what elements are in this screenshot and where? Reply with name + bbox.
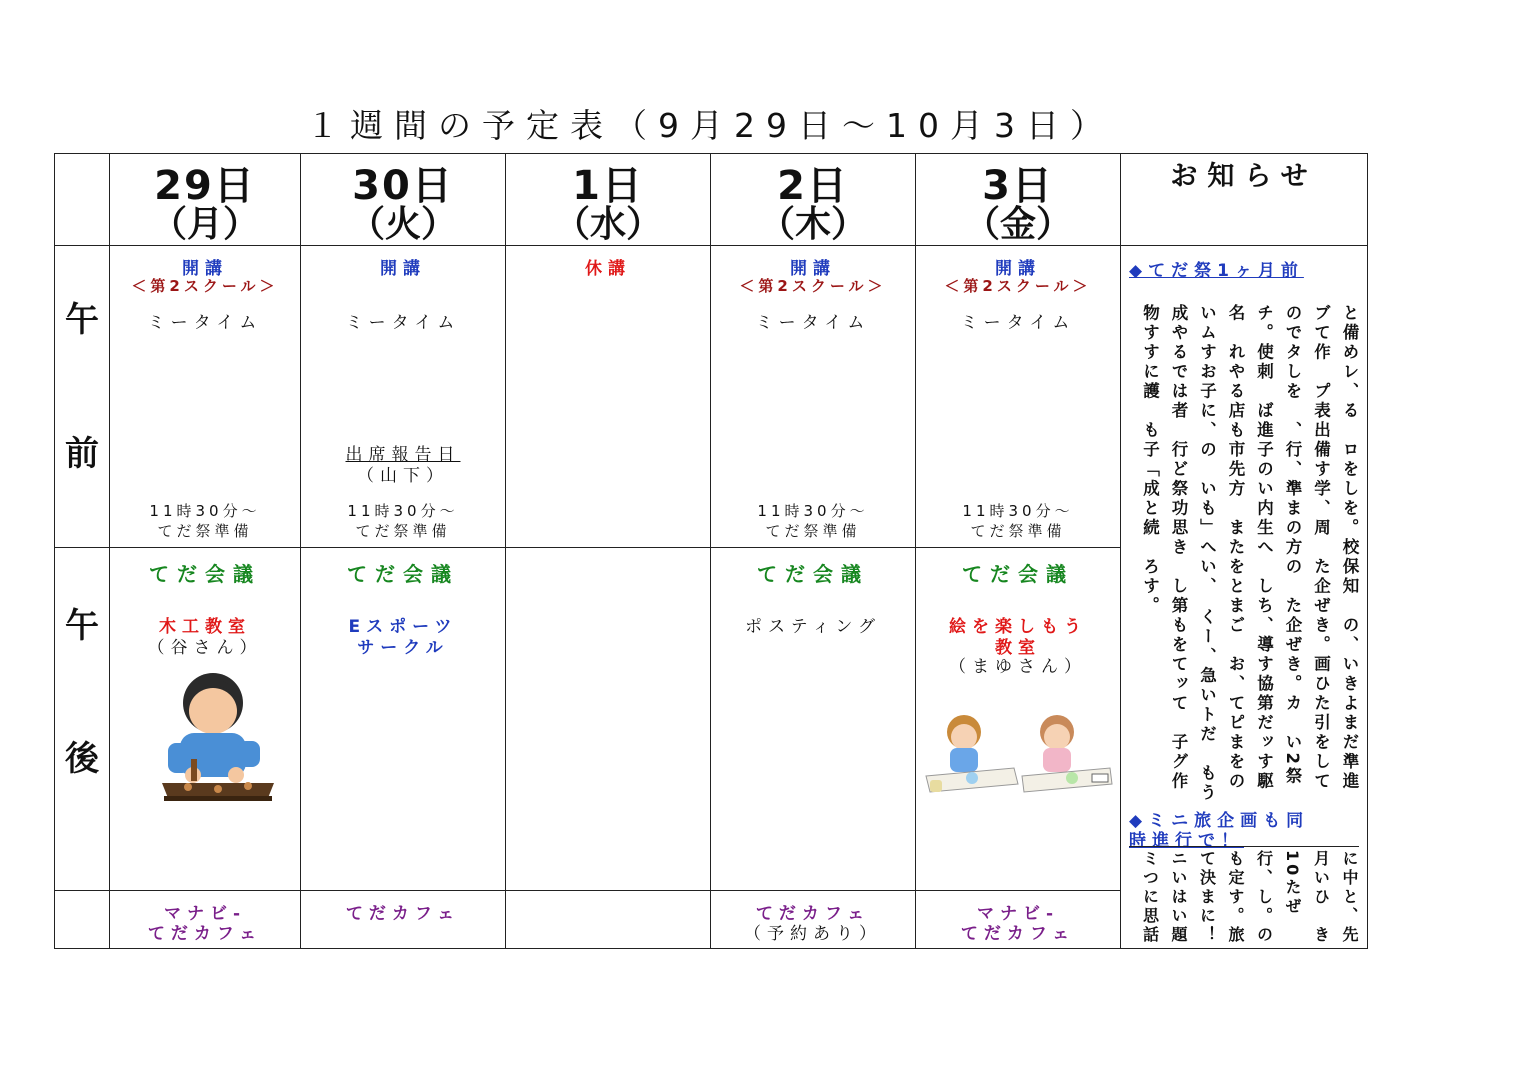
meeting-label: てだ会議 [149, 562, 261, 586]
event-painting: 絵を楽しもう [949, 617, 1087, 637]
evening-thu [711, 891, 916, 949]
event-woodwork: 木工教室 [159, 617, 251, 637]
meeting-label: てだ会議 [962, 562, 1074, 586]
time-label: 11時30分～ [347, 502, 459, 520]
prep-label: てだ祭準備 [157, 522, 253, 540]
time-label: 11時30分～ [962, 502, 1074, 520]
activity-me-time: ミータイム [960, 313, 1076, 333]
time-label: 11時30分～ [757, 502, 869, 520]
notice-header: お知らせ [1121, 154, 1368, 246]
afternoon-wed [506, 548, 711, 891]
notice-heading-text: ◆てだ祭1ヶ月前 [1129, 261, 1304, 281]
cafe-label: マナビ- [976, 904, 1060, 924]
day-date: 3日 [982, 163, 1054, 209]
day-weekday: （火） [348, 204, 457, 245]
afternoon-fri [916, 548, 1121, 891]
morning-wed [506, 246, 711, 548]
morning-tue [301, 246, 506, 548]
morning-fri [916, 246, 1121, 548]
cafe-label: てだカフェ [345, 904, 461, 924]
event-host: （谷さん） [147, 638, 263, 658]
meeting-label: てだ会議 [347, 562, 459, 586]
event-host: （まゆさん） [949, 657, 1087, 677]
notice-body-trip: に中と、先月いひ き10たぜ 行、し。のも定す。旅て決まに！ニいはい題ミつに思話 [1140, 850, 1359, 945]
prep-label: てだ祭準備 [970, 522, 1066, 540]
evening-label [55, 891, 110, 949]
status-open: 開講 [182, 259, 228, 279]
event-esports: Eスポーツ [348, 617, 458, 637]
school-label: ＜第2スクール＞ [131, 277, 279, 295]
school-label: ＜第2スクール＞ [739, 277, 887, 295]
header-row [55, 154, 1368, 246]
notice-divider [1129, 846, 1359, 847]
notice-heading-trip: ◆ミニ旅企画も同 [1129, 811, 1310, 831]
afternoon-mon [110, 548, 301, 891]
notice-panel [1121, 246, 1368, 949]
day-date: 30日 [352, 163, 454, 209]
day-header-fri [916, 154, 1121, 246]
afternoon-thu [711, 548, 916, 891]
meeting-label: てだ会議 [757, 562, 869, 586]
label-char: 午 [65, 300, 99, 340]
day-weekday: （月） [150, 204, 259, 245]
day-date: 29日 [154, 163, 256, 209]
cafe-reservation: （予約あり） [744, 924, 882, 944]
event-posting: ポスティング [745, 617, 881, 637]
afternoon-tue [301, 548, 506, 891]
cafe-label: マナビ- [163, 904, 247, 924]
day-header-thu [711, 154, 916, 246]
activity-me-time: ミータイム [345, 313, 461, 333]
event-esports-circle: サークル [357, 638, 449, 658]
day-weekday: （木） [758, 204, 867, 245]
afternoon-label [55, 548, 110, 891]
report-person: （山下） [357, 466, 449, 486]
evening-fri [916, 891, 1121, 949]
activity-me-time: ミータイム [755, 313, 871, 333]
day-header-mon [110, 154, 301, 246]
notice-heading-trip-text: 時進行で！ [1129, 831, 1244, 851]
prep-label: てだ祭準備 [765, 522, 861, 540]
day-header-wed [506, 154, 711, 246]
status-open: 開講 [790, 259, 836, 279]
label-char: 午 [65, 606, 99, 646]
event-painting-class: 教室 [995, 638, 1041, 658]
woodworking-illustration [158, 663, 278, 808]
schedule-table [54, 153, 1368, 949]
notice-body-festival: と備めレ、る ロをしを。校保知 の、いきよまだ準進ブて作 プ表出備す学、周 た企ぜき。画ひた引をしてのでタしを 、行、準まの方の た企ぜき。カ い2祭チ。使刺 ば進子のい内生へ しち、導す協第だッす駆名 れやる店も市先方 またをとまご お、てピまをの いムすお子に、の いも」へい、 くー、急いトだ もう成やるでは者 行ど祭功思き し第もをてッて 子グ作物すすに護 も子「成と続 ろす。 [1140, 304, 1359, 811]
morning-label [55, 246, 110, 548]
status-closed: 休講 [585, 259, 631, 279]
cafe-label-2: てだカフェ [960, 924, 1076, 944]
label-char: 後 [65, 739, 99, 779]
evening-mon [110, 891, 301, 949]
day-weekday: （金） [963, 204, 1072, 245]
day-date: 1日 [572, 163, 644, 209]
activity-me-time: ミータイム [147, 313, 263, 333]
notice-heading-trip-2 [1129, 826, 1361, 851]
day-date: 2日 [777, 163, 849, 209]
school-label: ＜第2スクール＞ [944, 277, 1092, 295]
morning-mon [110, 246, 301, 548]
time-label: 11時30分～ [149, 502, 261, 520]
morning-thu [711, 246, 916, 548]
cafe-label: てだカフェ [755, 904, 871, 924]
report-day: 出席報告日 [345, 445, 461, 465]
status-open: 開講 [995, 259, 1041, 279]
day-weekday: （水） [553, 204, 662, 245]
label-char: 前 [65, 434, 99, 474]
day-header-tue [301, 154, 506, 246]
evening-tue [301, 891, 506, 949]
cafe-label-2: てだカフェ [147, 924, 263, 944]
notice-heading-festival [1129, 256, 1361, 281]
morning-row [55, 246, 1368, 548]
prep-label: てだ祭準備 [355, 522, 451, 540]
status-open: 開講 [380, 259, 426, 279]
corner-cell [55, 154, 110, 246]
painting-illustration [922, 708, 1114, 803]
page-title: １週間の予定表（9月29日～10月3日） [306, 106, 1114, 145]
evening-wed [506, 891, 711, 949]
